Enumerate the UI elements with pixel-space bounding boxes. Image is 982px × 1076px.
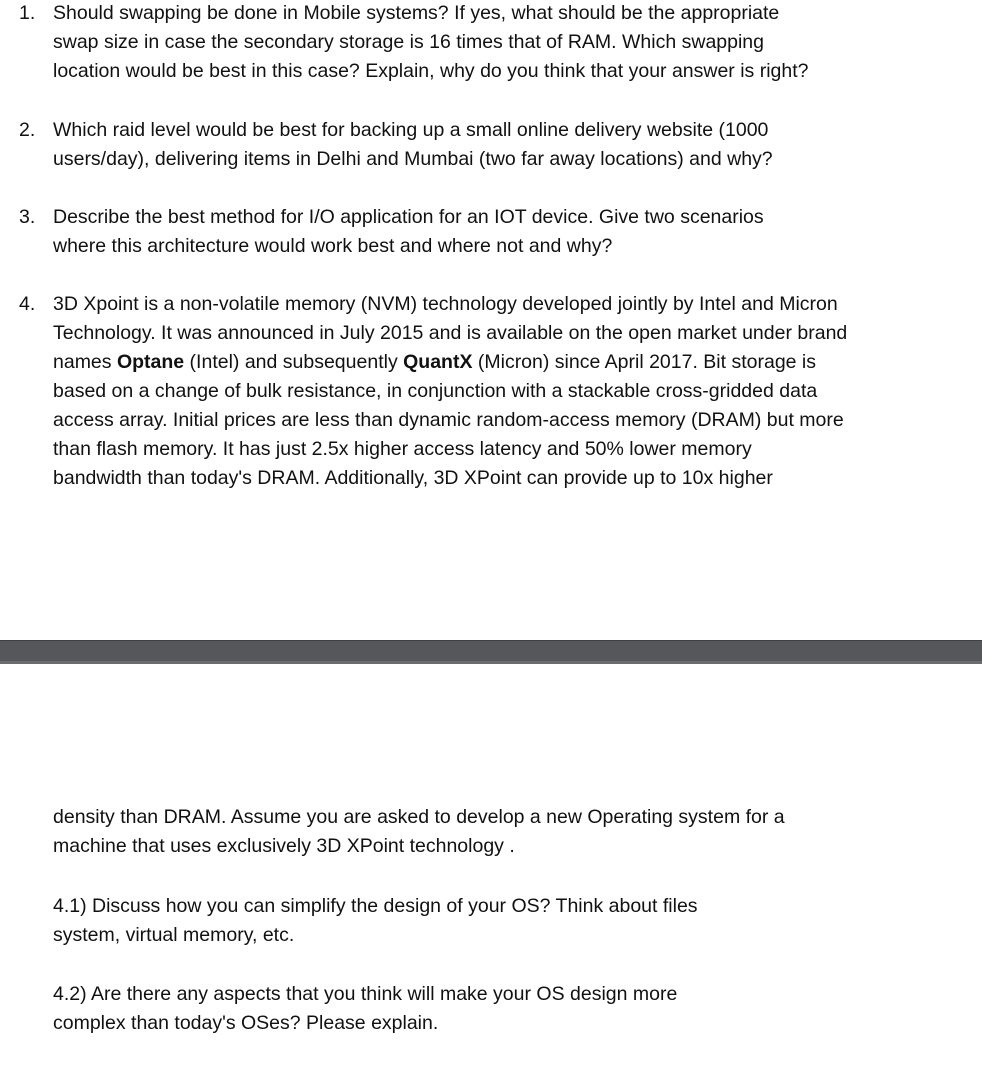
text-segment: (Micron) since April 2017. Bit storage is — [472, 351, 817, 373]
text-line: machine that uses exclusively 3D XPoint technology . — [53, 835, 515, 857]
brand-quantx: QuantX — [403, 351, 473, 373]
sub-question-4-2 — [53, 980, 933, 1038]
text-line: where this architecture would work best and where not and why? — [53, 235, 613, 257]
question-text — [53, 0, 933, 86]
text-line: access array. Initial prices are less than dynamic random-access memory (DRAM) but more — [53, 409, 844, 431]
text-line: 4.2) Are there any aspects that you think will make your OS design more — [53, 983, 678, 1005]
text-line: than flash memory. It has just 2.5x higher access latency and 50% lower memory — [53, 438, 752, 460]
text-line: complex than today's OSes? Please explain. — [53, 1012, 439, 1034]
question-4-continuation — [53, 803, 933, 861]
text-line: location would be best in this case? Explain, why do you think that your answer is right? — [53, 60, 809, 82]
text-line: bandwidth than today's DRAM. Additionally, 3D XPoint can provide up to 10x higher — [53, 467, 773, 489]
question-number: 2. — [19, 119, 36, 141]
text-line: Describe the best method for I/O application for an IOT device. Give two scenarios — [53, 206, 764, 228]
text-line-with-bold — [53, 348, 933, 377]
question-text — [53, 203, 933, 261]
text-line: Should swapping be done in Mobile systems? If yes, what should be the appropriate — [53, 2, 780, 24]
text-line: swap size in case the secondary storage is 16 times that of RAM. Which swapping — [53, 31, 764, 53]
question-number: 1. — [19, 2, 36, 24]
question-number: 3. — [19, 206, 36, 228]
text-segment: (Intel) and subsequently — [184, 351, 404, 373]
text-line: based on a change of bulk resistance, in conjunction with a stackable cross-gridded data — [53, 380, 818, 402]
question-text — [53, 116, 933, 174]
question-number: 4. — [19, 293, 36, 315]
text-line: Technology. It was announced in July 2015 and is available on the open market under brand — [53, 322, 848, 344]
sub-question-4-1 — [53, 892, 933, 950]
text-line: 4.1) Discuss how you can simplify the design of your OS? Think about files — [53, 895, 698, 917]
brand-optane: Optane — [116, 351, 185, 373]
text-line: system, virtual memory, etc. — [53, 924, 295, 946]
text-line: users/day), delivering items in Delhi and Mumbai (two far away locations) and why? — [53, 148, 773, 170]
document-page-2 — [0, 664, 982, 1076]
text-segment: names — [53, 351, 117, 373]
text-line: 3D Xpoint is a non-volatile memory (NVM) technology developed jointly by Intel and Micron — [53, 293, 838, 315]
text-line: Which raid level would be best for backing up a small online delivery website (1000 — [53, 119, 769, 141]
page-separator — [0, 640, 982, 665]
text-line: density than DRAM. Assume you are asked to develop a new Operating system for a — [53, 806, 785, 828]
question-text — [53, 290, 933, 493]
